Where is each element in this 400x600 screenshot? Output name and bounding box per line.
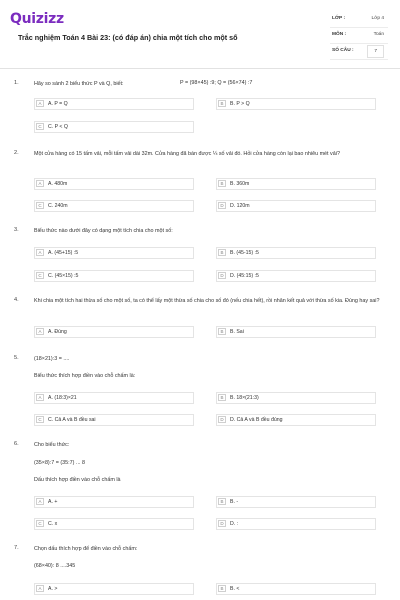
- option-text: A. 480m: [48, 181, 68, 187]
- question-prompt: Biểu thức thích hợp điền vào chỗ chấm là:: [34, 373, 136, 379]
- question-number: 5.: [14, 355, 19, 361]
- option-letter: B: [218, 328, 226, 335]
- option-text: A. (18:3)×21: [48, 395, 77, 401]
- option-letter: B: [218, 100, 226, 107]
- option-letter: C: [36, 123, 44, 130]
- meta-label-count: SỐ CÂU :: [332, 48, 354, 53]
- option-letter: D: [218, 272, 226, 279]
- meta-value-grade: Lớp 4: [371, 16, 384, 21]
- option-letter: D: [218, 520, 226, 527]
- option-text: A. P = Q: [48, 101, 68, 107]
- option-text: A. +: [48, 499, 58, 505]
- option-letter: C: [36, 416, 44, 423]
- option-text: B. 360m: [230, 181, 250, 187]
- option-letter: A: [36, 585, 44, 592]
- option-text: B. <: [230, 586, 240, 592]
- worksheet-title: Trắc nghiệm Toán 4 Bài 23: (có đáp án) chia một tích cho một số: [18, 33, 238, 42]
- question-number: 7.: [14, 545, 19, 551]
- option-letter: B: [218, 585, 226, 592]
- option-letter: A: [36, 498, 44, 505]
- option-text: C. (45×15) :5: [48, 273, 79, 279]
- option-letter: A: [36, 180, 44, 187]
- option-text: B. -: [230, 499, 239, 505]
- option-letter: C: [36, 202, 44, 209]
- option-letter: B: [218, 394, 226, 401]
- question-number: 3.: [14, 227, 19, 233]
- meta-row-grade: [330, 12, 388, 28]
- meta-row-subject: [330, 28, 388, 44]
- option-text: D. Cả A và B đều đúng: [230, 417, 283, 423]
- option-text: B. P > Q: [230, 101, 250, 107]
- option-letter: B: [218, 180, 226, 187]
- option-text: B. (45-15) :5: [230, 250, 259, 256]
- option-text: B. 18×(21:3): [230, 395, 259, 401]
- option-text: D. 120m: [230, 203, 250, 209]
- question-text: Một cửa hàng có 15 tấm vải, mỗi tấm vải dài 32m. Cửa hàng đã bán được ¼ số vải đó. Hỏi cửa hàng còn lại bao nhiêu mét vải?: [34, 151, 340, 157]
- option-letter: A: [36, 394, 44, 401]
- question-expression: (68×40): 8 ....345: [34, 563, 76, 569]
- option-text: A. >: [48, 586, 58, 592]
- option-text: C. x: [48, 521, 58, 527]
- question-text: Chọn dấu thích hợp để điền vào chỗ chấm:: [34, 546, 138, 552]
- meta-label-grade: LỚP :: [332, 16, 346, 21]
- question-expression: P = (98×45) :9; Q = (56×74) :7: [180, 80, 253, 86]
- question-text: (18×21):3 = ....: [34, 356, 70, 362]
- question-text: Cho biểu thức:: [34, 442, 70, 448]
- option-text: A. Đúng: [48, 329, 67, 335]
- option-text: A. (45+15) :5: [48, 250, 79, 256]
- header-divider: [0, 68, 400, 69]
- meta-row-count: [330, 44, 388, 60]
- option-text: C. Cả A và B đều sai: [48, 417, 96, 423]
- option-text: C. 240m: [48, 203, 68, 209]
- option-letter: B: [218, 249, 226, 256]
- worksheet-header: [0, 0, 400, 68]
- option-text: C. P < Q: [48, 124, 68, 130]
- meta-value-count: 7: [367, 45, 384, 58]
- quizizz-logo: Quizizz: [10, 11, 64, 27]
- meta-label-subject: MÔN :: [332, 32, 347, 37]
- question-expression: (35×8):7 = (35:7) ... 8: [34, 460, 85, 466]
- question-number: 4.: [14, 297, 19, 303]
- option-letter: C: [36, 520, 44, 527]
- option-letter: C: [36, 272, 44, 279]
- option-letter: A: [36, 328, 44, 335]
- question-number: 6.: [14, 441, 19, 447]
- question-prompt: Dấu thích hợp điền vào chỗ chấm là: [34, 477, 121, 483]
- question-number: 1.: [14, 80, 19, 86]
- option-text: D. (45:15) :5: [230, 273, 259, 279]
- question-text: Hãy so sánh 2 biểu thức P và Q, biết:: [34, 81, 124, 87]
- worksheet-meta: [330, 12, 388, 60]
- question-text: Biểu thức nào dưới đây có dạng một tích chia cho một số:: [34, 228, 173, 234]
- option-letter: B: [218, 498, 226, 505]
- option-text: B. Sai: [230, 329, 244, 335]
- option-text: D. :: [230, 521, 239, 527]
- option-letter: A: [36, 249, 44, 256]
- option-letter: D: [218, 416, 226, 423]
- meta-value-subject: Toán: [373, 32, 384, 37]
- option-letter: D: [218, 202, 226, 209]
- question-number: 2.: [14, 150, 19, 156]
- option-letter: A: [36, 100, 44, 107]
- question-text: Khi chia một tích hai thừa số cho một số, ta có thể lấy một thừa số chia cho số đó (nếu chia hết), rồi nhân kết quả với thừa số kia. Đúng hay sai?: [34, 298, 380, 304]
